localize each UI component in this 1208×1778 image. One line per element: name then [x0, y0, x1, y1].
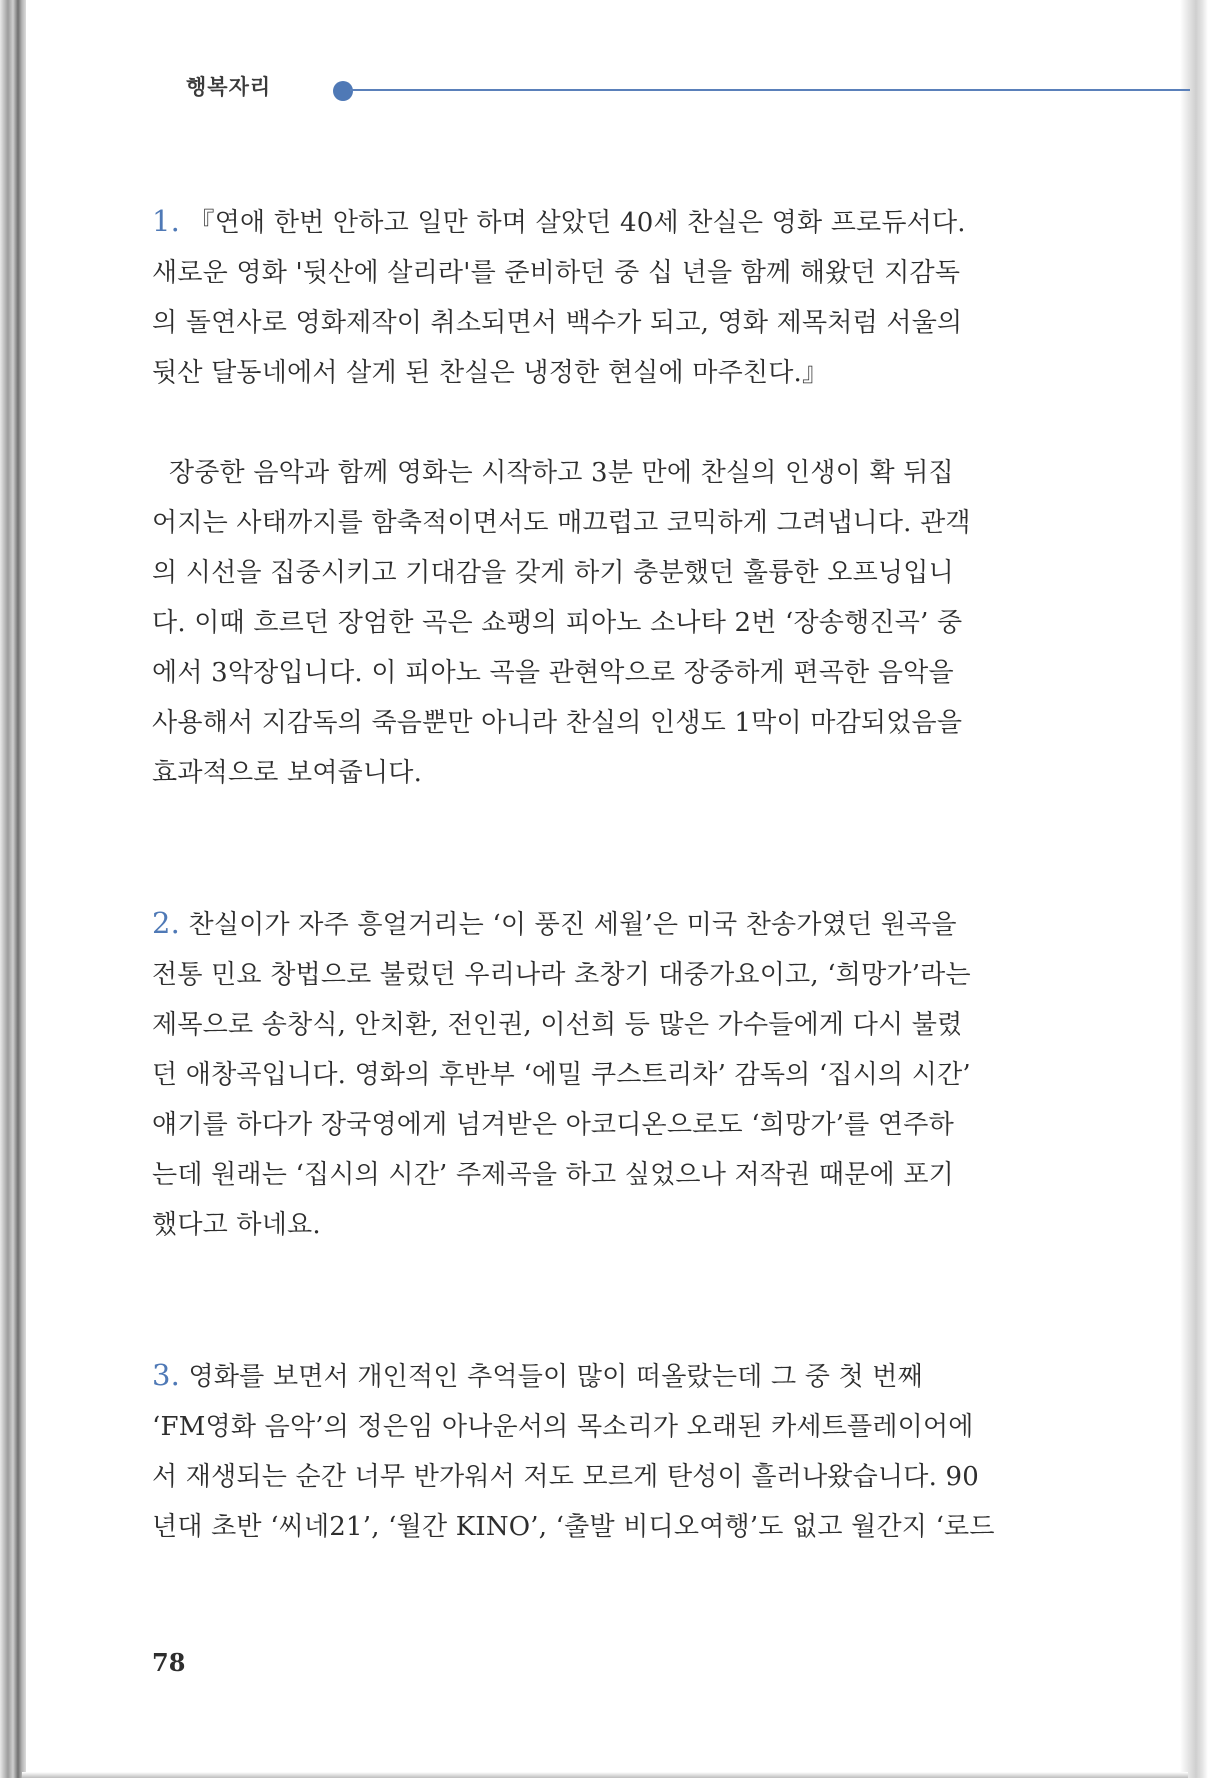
header-rule	[350, 89, 1190, 91]
section-2-line: 제목으로 송창식, 안치환, 전인권, 이선희 등 많은 가수들에게 다시 불렸	[152, 1010, 963, 1040]
paragraph-line: 다. 이때 흐르던 장엄한 곡은 쇼팽의 피아노 소나타 2번 ‘장송행진곡’ 중	[152, 608, 963, 638]
section-spacer	[152, 1250, 1012, 1350]
paragraph-spacer	[152, 398, 1012, 448]
page-body	[152, 196, 1012, 1552]
section-2-number: 2.	[152, 906, 181, 940]
section-3-number: 3.	[152, 1358, 181, 1392]
section-2-line: 2. 찬실이가 자주 흥얼거리는 ‘이 풍진 세월’은 미국 찬송가였던 원곡을	[152, 906, 957, 940]
paragraph-line: 어지는 사태까지를 함축적이면서도 매끄럽고 코믹하게 그려냅니다. 관객	[152, 508, 971, 538]
page-right-shadow	[1180, 0, 1208, 1778]
section-3-line: ‘FM영화 음악’의 정은임 아나운서의 목소리가 오래된 카세트플레이어에	[152, 1412, 974, 1442]
book-spine-edge	[0, 0, 26, 1778]
section-1-line: 새로운 영화 '뒷산에 살리라'를 준비하던 중 십 년을 함께 해왔던 지감독	[152, 258, 961, 288]
paragraph-line: 에서 3악장입니다. 이 피아노 곡을 관현악으로 장중하게 편곡한 음악을	[152, 658, 954, 688]
section-spacer	[152, 798, 1012, 898]
running-title: 행복자리	[186, 74, 272, 99]
section-1-line: 뒷산 달동네에서 살게 된 찬실은 냉정한 현실에 마주친다.』	[152, 358, 829, 388]
section-1-line: 1. 『연애 한번 안하고 일만 하며 살았던 40세 찬실은 영화 프로듀서다.	[152, 204, 966, 238]
page-number: 78	[152, 1648, 186, 1677]
section-3-line: 년대 초반 ‘씨네21’, ‘월간 KINO’, ‘출발 비디오여행’도 없고 월간지 ‘로드	[152, 1512, 995, 1542]
page-bottom-edge	[22, 1772, 1188, 1778]
paragraph-line: 의 시선을 집중시키고 기대감을 갖게 하기 충분했던 훌륭한 오프닝입니	[152, 558, 954, 588]
section-2-line: 했다고 하네요.	[152, 1210, 321, 1240]
paragraph-line: 사용해서 지감독의 죽음뿐만 아니라 찬실의 인생도 1막이 마감되었음을	[152, 708, 963, 738]
section-1-number: 1.	[152, 204, 181, 238]
section-3-line: 3. 영화를 보면서 개인적인 추억들이 많이 떠올랐는데 그 중 첫 번째	[152, 1358, 923, 1392]
section-2-line: 얘기를 하다가 장국영에게 넘겨받은 아코디온으로도 ‘희망가’를 연주하	[152, 1110, 954, 1140]
section-1-line: 의 돌연사로 영화제작이 취소되면서 백수가 되고, 영화 제목처럼 서울의	[152, 308, 963, 338]
section-3-line: 서 재생되는 순간 너무 반가워서 저도 모르게 탄성이 흘러나왔습니다. 90	[152, 1462, 979, 1492]
section-2-line: 전통 민요 창법으로 불렀던 우리나라 초창기 대중가요이고, ‘희망가’라는	[152, 960, 971, 990]
section-2-line: 는데 원래는 ‘집시의 시간’ 주제곡을 하고 싶었으나 저작권 때문에 포기	[152, 1160, 954, 1190]
header-dot-icon	[333, 81, 353, 101]
paragraph-line: 장중한 음악과 함께 영화는 시작하고 3분 만에 찬실의 인생이 확 뒤집	[152, 458, 954, 488]
paragraph-line: 효과적으로 보여줍니다.	[152, 758, 423, 788]
section-2-line: 던 애창곡입니다. 영화의 후반부 ‘에밀 쿠스트리차’ 감독의 ‘집시의 시간’	[152, 1060, 971, 1090]
